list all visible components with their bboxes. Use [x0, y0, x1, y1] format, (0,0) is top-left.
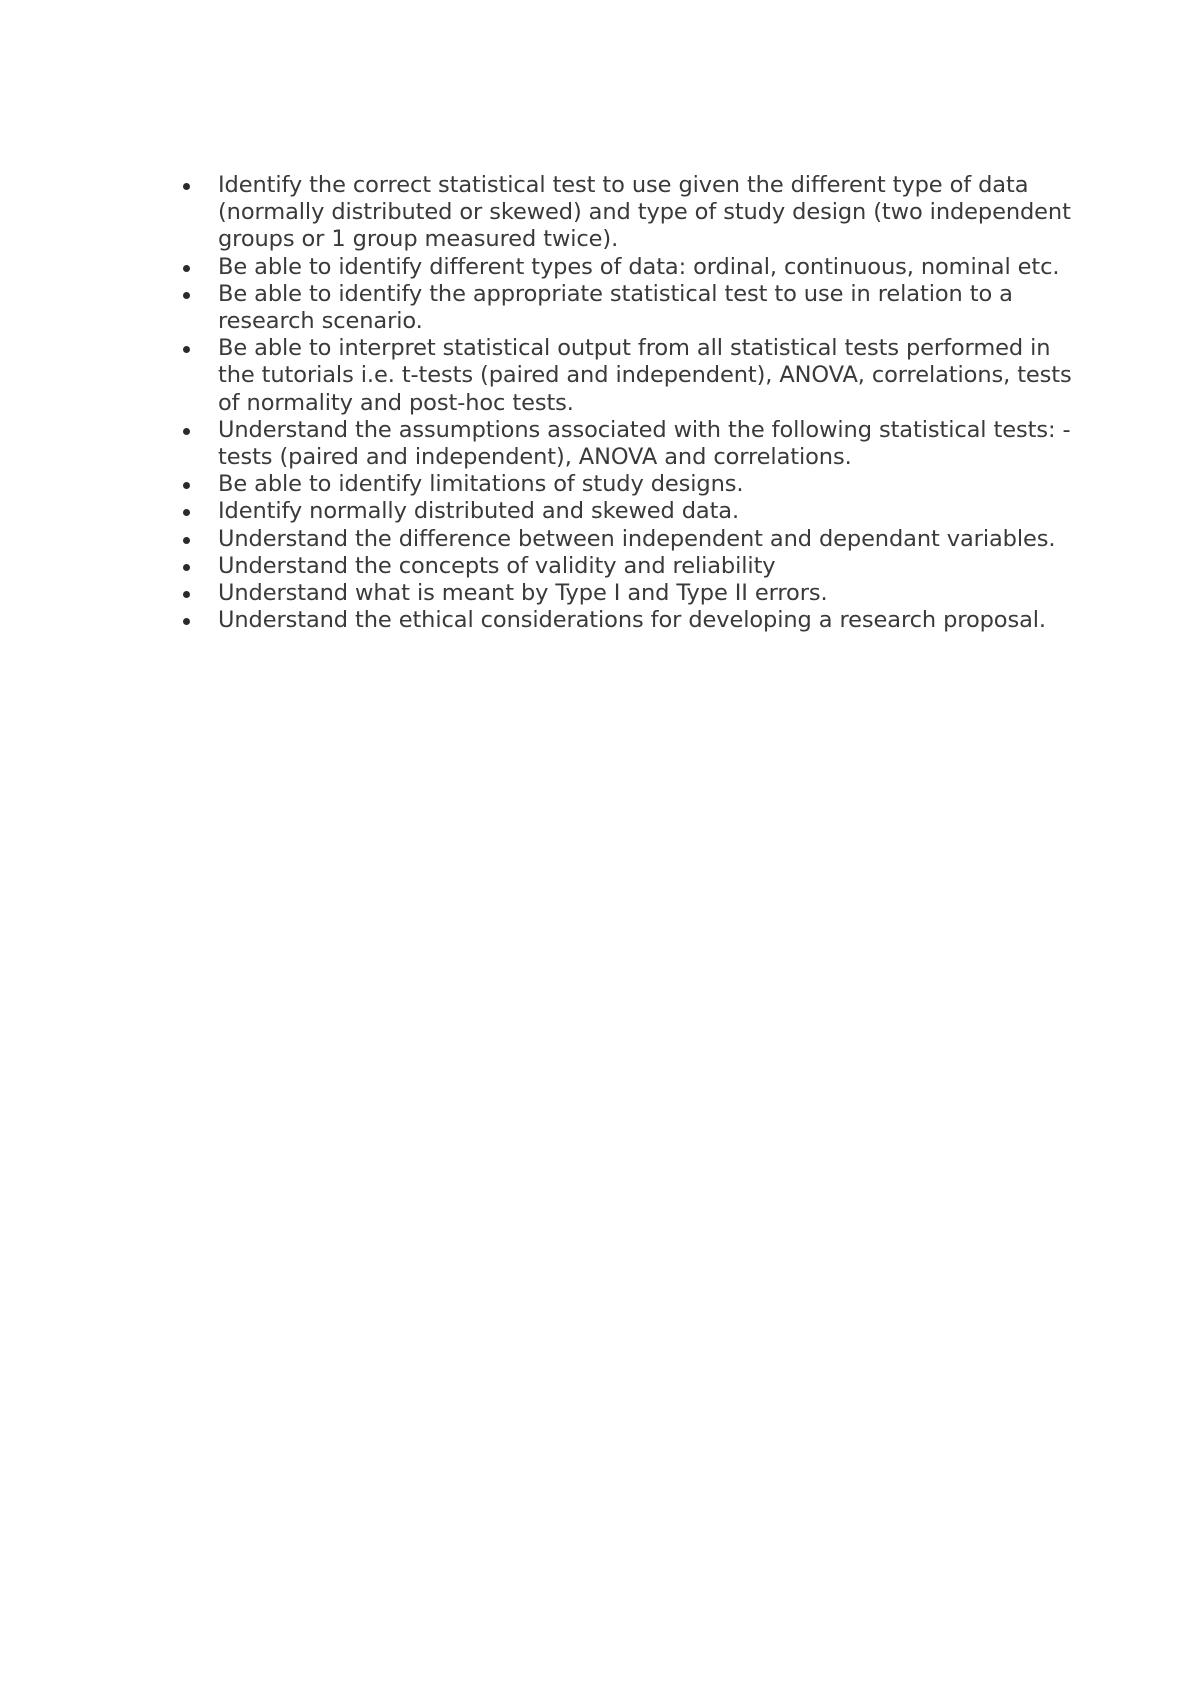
list-item-text: Be able to interpret statistical output from all statistical tests performed in the tutorials i.e. t-tests (paired and independent), ANOVA, correlations, tests of normality and post-hoc tests. — [218, 335, 1072, 416]
list-item — [172, 553, 1072, 580]
list-item — [172, 607, 1072, 634]
list-item — [172, 498, 1072, 525]
bullet-icon — [183, 183, 190, 190]
list-item — [172, 335, 1072, 417]
list-item-text: Understand the assumptions associated with the following statistical tests: -tests (paired and independent), ANOVA and correlations. — [218, 416, 1071, 471]
list-item-text: Be able to identify limitations of study designs. — [218, 471, 744, 498]
list-item-text: Understand the ethical considerations for developing a research proposal. — [218, 607, 1046, 634]
list-item-text: Understand the difference between independent and dependant variables. — [218, 525, 1056, 552]
bullet-icon — [183, 292, 190, 299]
list-item-text: Identify normally distributed and skewed data. — [218, 498, 740, 525]
list-item — [172, 580, 1072, 607]
bullet-icon — [183, 346, 190, 353]
list-item — [172, 526, 1072, 553]
list-item — [172, 254, 1072, 281]
bullet-icon — [183, 564, 190, 571]
bullet-icon — [183, 509, 190, 516]
list-item — [172, 172, 1072, 254]
bullet-icon — [183, 265, 190, 272]
bullet-icon — [183, 618, 190, 625]
list-item-text: Be able to identify the appropriate statistical test to use in relation to a research scenario. — [218, 280, 1013, 335]
bullet-icon — [183, 591, 190, 598]
list-item-text: Understand the concepts of validity and reliability — [218, 552, 776, 579]
list-item-text: Be able to identify different types of data: ordinal, continuous, nominal etc. — [218, 253, 1060, 280]
bullet-icon — [183, 537, 190, 544]
objectives-list — [172, 172, 1072, 634]
bullet-icon — [183, 428, 190, 435]
list-item-text: Understand what is meant by Type I and Type II errors. — [218, 580, 828, 607]
list-item — [172, 471, 1072, 498]
list-item-text: Identify the correct statistical test to use given the different type of data (normally distributed or skewed) and type of study design (two independent groups or 1 group measured twice). — [218, 172, 1071, 253]
list-item — [172, 281, 1072, 335]
bullet-icon — [183, 482, 190, 489]
list-item — [172, 417, 1072, 471]
